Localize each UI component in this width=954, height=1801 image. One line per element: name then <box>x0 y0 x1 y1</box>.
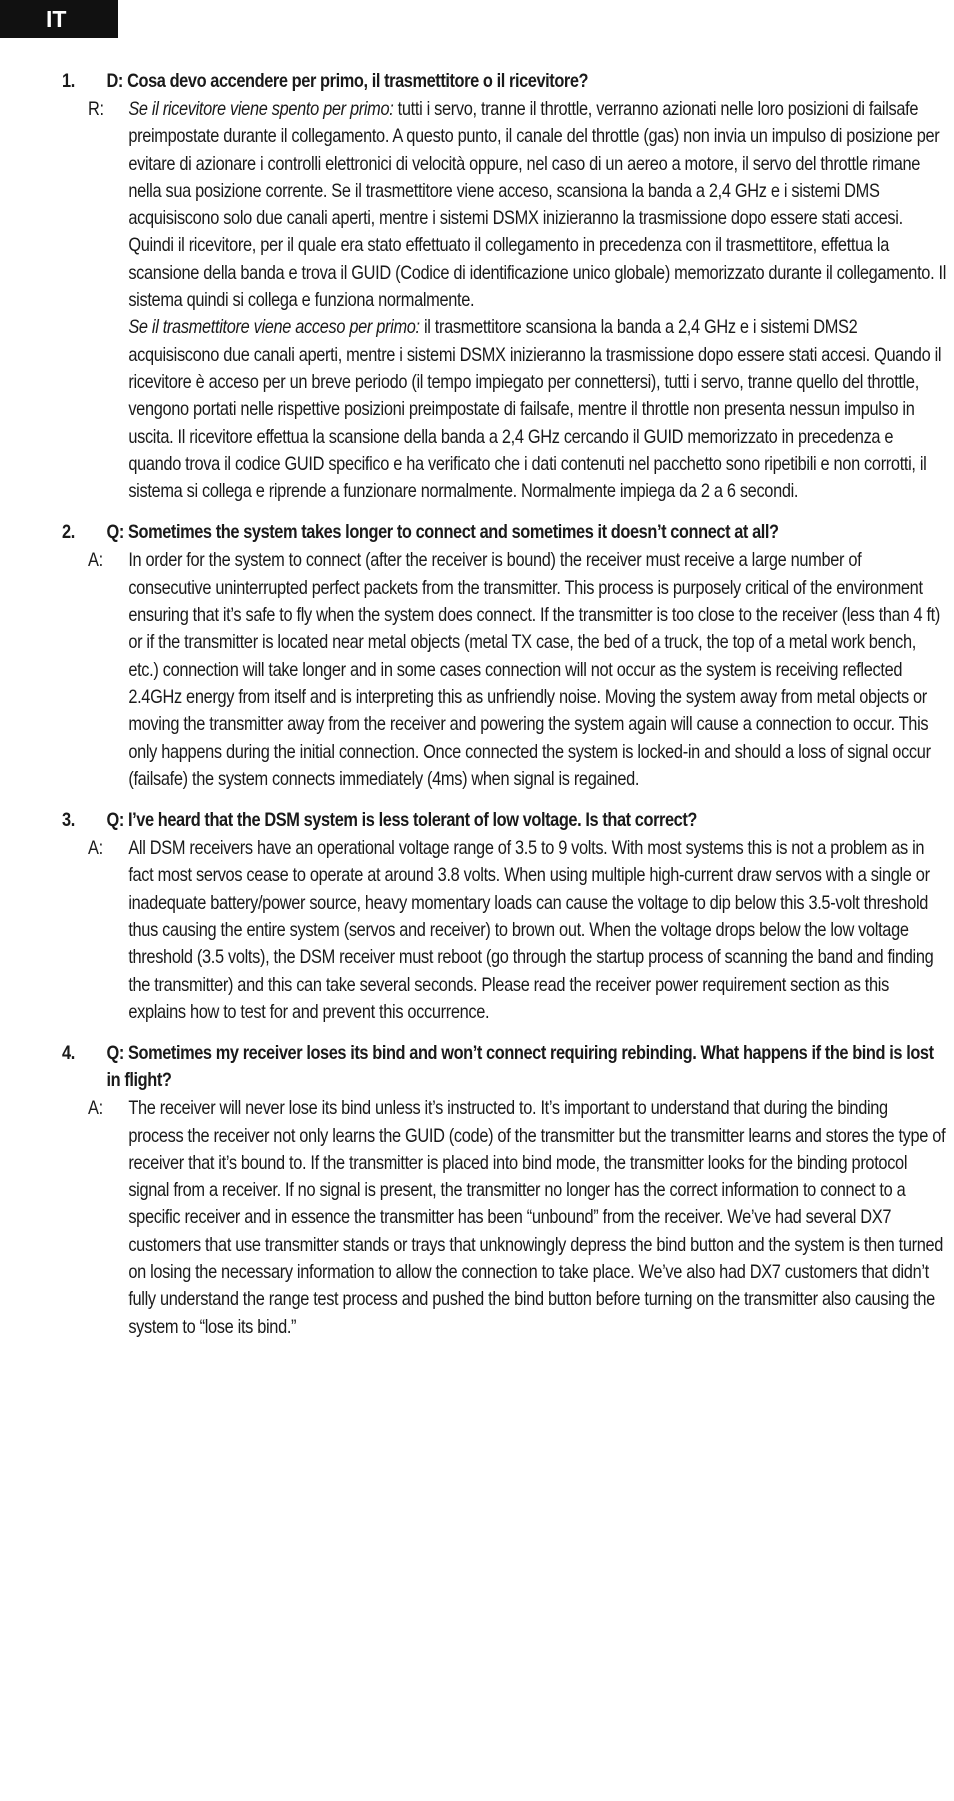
paragraph-text: All DSM receivers have an operational voltage range of 3.5 to 9 volts. With most systems this is not a problem as in fact most servos cease to operate at around 3.8 volts. When using multiple high-current draw servos with a single or inadequate battery/power source, heavy momentary loads can cause the voltage to dip below this 3.5-volt threshold thus causing the entire system (servos and receiver) to brown out. When the voltage drops below the low voltage threshold (3.5 volts), the DSM receiver must reboot (go through the startup process of scanning the band and finding the transmitter) and this can take several seconds. Please read the receiver power requirement section as this explains how to test for and prevent this occurrence. <box>128 837 934 1023</box>
faq-list <box>62 68 947 1355</box>
answer-paragraph <box>128 547 946 793</box>
answer-paragraph <box>128 96 946 314</box>
faq-answer <box>88 96 947 505</box>
faq-question <box>62 1040 946 1094</box>
faq-item-3 <box>62 807 934 1026</box>
faq-answer <box>88 547 947 793</box>
faq-number: 4. <box>62 1042 75 1065</box>
answer-label: R: <box>88 98 104 120</box>
faq-question <box>62 68 946 95</box>
answer-paragraph <box>128 835 946 1026</box>
answer-paragraph <box>128 314 946 505</box>
language-tab: IT <box>0 0 118 38</box>
faq-question <box>62 519 946 546</box>
answer-label: A: <box>88 549 103 572</box>
paragraph-lead: Se il ricevitore viene spento per primo: <box>128 98 394 120</box>
faq-answer <box>88 835 947 1026</box>
faq-question-text: D: Cosa devo accendere per primo, il trasmettitore o il ricevitore? <box>106 70 589 92</box>
answer-paragraph <box>128 1095 946 1341</box>
faq-answer <box>88 1095 947 1341</box>
faq-number: 3. <box>62 809 75 832</box>
faq-question-text: Q: I’ve heard that the DSM system is less tolerant of low voltage. Is that correct? <box>106 809 697 832</box>
answer-label: A: <box>88 837 103 860</box>
faq-question-text: Q: Sometimes the system takes longer to connect and sometimes it doesn’t connect at all? <box>106 521 779 544</box>
faq-number: 2. <box>62 521 75 544</box>
answer-label: A: <box>88 1097 103 1120</box>
faq-question <box>62 807 946 834</box>
paragraph-lead: Se il trasmettitore viene acceso per primo: <box>128 316 420 339</box>
paragraph-text: il trasmettitore scansiona la banda a 2,4 GHz e i sistemi DMS2 acquisiscono due canali aperti, mentre i sistemi DSMX inizieranno la trasmissione dopo essere stati accesi. Quando il ricevitore è acceso per un breve periodo (il tempo impiegato per connettersi), tutti i servo, tranne quello del throttle, vengono portati nelle rispettive posizioni preimpostate di failsafe, mentre il throttle non presenta nessun impulso in uscita. Il ricevitore effettua la scansione della banda a 2,4 GHz cercando il GUID memorizzato in precedenza e quando trova il codice GUID specifico e ha verificato che i dati contenuti nel pacchetto sono ripetibili e non corrotti, il sistema si collega e riprende a funzionare normalmente. Normalmente impiega da 2 a 6 secondi. <box>128 316 942 503</box>
paragraph-text: In order for the system to connect (after the receiver is bound) the receiver must receive a large number of consecutive uninterrupted perfect packets from the transmitter. This process is purposely critical of the environment ensuring that it’s safe to fly when the system does connect. If the transmitter is too close to the receiver (less than 4 ft) or if the transmitter is located near metal objects (metal TX case, the bed of a truck, the top of a metal work bench, etc.) connection will take longer and in some cases connection will not occur as the system is receiving reflected 2.4GHz energy from itself and is interpreting this as unfriendly noise. Moving the system away from metal objects or moving the transmitter away from the receiver and powering the system again will cause a connection to occur. This only happens during the initial connection. Once connected the system is locked-in and should a loss of signal occur (failsafe) the system connects immediately (4ms) when signal is regained. <box>128 549 941 790</box>
faq-item-4 <box>62 1040 946 1341</box>
paragraph-text: tutti i servo, tranne il throttle, verranno azionati nelle loro posizioni di failsafe preimpostate durante il collegamento. A questo punto, il canale del throttle (gas) non invia un impulso di posizione per evitare di azionare i controlli elettronici di velocità oppure, nel caso di un aereo a motore, il servo del throttle rimane nella sua posizione corrente. Se il trasmettitore viene acceso, scansiona la banda a 2,4 GHz e i sistemi DMS acquisiscono solo due canali aperti, mentre i sistemi DSMX inizieranno la trasmissione dopo essere stati accesi. Quindi il ricevitore, per il quale era stato effettuato il collegamento in precedenza con il trasmettitore, effettua la scansione della banda e trova il GUID (Codice di identificazione unico globale) memorizzato durante il collegamento. Il sistema quindi si collega e funziona normalmente. <box>128 98 947 312</box>
faq-question-text: Q: Sometimes my receiver loses its bind and won’t connect requiring rebinding. What happens if the bind is lost in flight? <box>106 1042 934 1092</box>
faq-number: 1. <box>62 70 75 92</box>
faq-item-1 <box>62 68 947 505</box>
paragraph-text: The receiver will never lose its bind unless it’s instructed to. It’s important to understand that during the binding process the receiver not only learns the GUID (code) of the transmitter but the transmitter learns and stores the type of receiver that it’s bound to. If the transmitter is placed into bind mode, the transmitter looks for the binding protocol signal from a receiver. If no signal is present, the transmitter no longer has the correct information to connect to a specific receiver and in essence the transmitter has been “unbound” from the receiver. We’ve had several DX7 customers that use transmitter stands or trays that unknowingly depress the bind button and the system is then turned on losing the necessary information to allow the connection to take place. We’ve also had DX7 customers that didn’t fully understand the range test process and pushed the bind button before turning on the transmitter also causing the system to “lose its bind.” <box>128 1097 946 1338</box>
faq-item-2 <box>62 519 941 793</box>
